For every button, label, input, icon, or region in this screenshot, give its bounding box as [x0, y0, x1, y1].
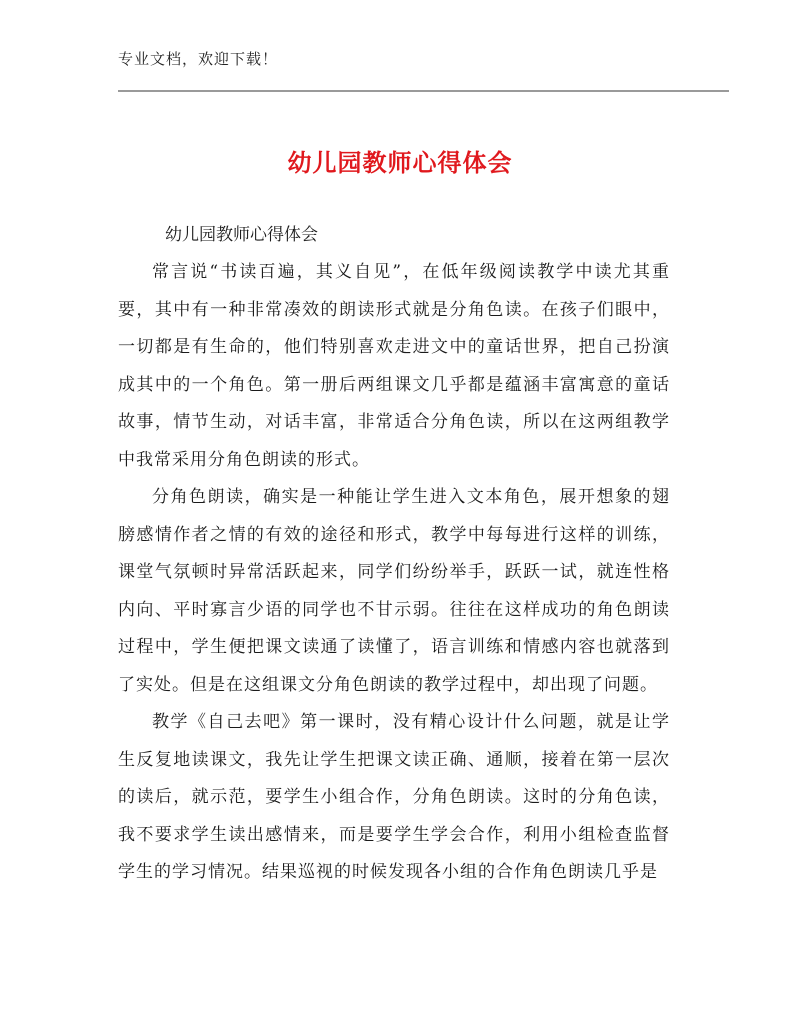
document-subtitle: 幼儿园教师心得体会 [165, 225, 318, 245]
paragraph: 教学《自己去吧》第一课时，没有精心设计什么问题，就是让学生反复地读课文，我先让学生把课文读正确、通顺，接着在第一层次的读后，就示范，要学生小组合作，分角色朗读。这时的分角色读，我不要求学生读出感情来，而是要学生学会合作，利用小组检查监督学生的学习情况。结果巡视的时候发现各小组的合作角色朗读几乎是 [118, 712, 670, 882]
document-body [118, 254, 670, 892]
header-divider [118, 90, 729, 92]
paragraph: 常言说“书读百遍，其义自见”，在低年级阅读教学中读尤其重要，其中有一种非常凑效的朗读形式就是分角色读。在孩子们眼中，一切都是有生命的，他们特别喜欢走进文中的童话世界，把自己扮演成其中的一个角色。第一册后两组课文几乎都是蕴涵丰富寓意的童话故事，情节生动，对话丰富，非常适合分角色读，所以在这两组教学中我常采用分角色朗读的形式。 [118, 262, 670, 470]
header-note: 专业文档，欢迎下载！ [118, 50, 279, 68]
document-title: 幼儿园教师心得体会 [287, 149, 513, 177]
paragraph: 分角色朗读，确实是一种能让学生进入文本角色，展开想象的翅膀感情作者之情的有效的途径和形式，教学中每每进行这样的训练，课堂气氛顿时异常活跃起来，同学们纷纷举手，跃跃一试，就连性格内向、平时寡言少语的同学也不甘示弱。往往在这样成功的角色朗读过程中，学生便把课文读通了读懂了，语言训练和情感内容也就落到了实处。但是在这组课文分角色朗读的教学过程中，却出现了问题。 [118, 487, 670, 695]
